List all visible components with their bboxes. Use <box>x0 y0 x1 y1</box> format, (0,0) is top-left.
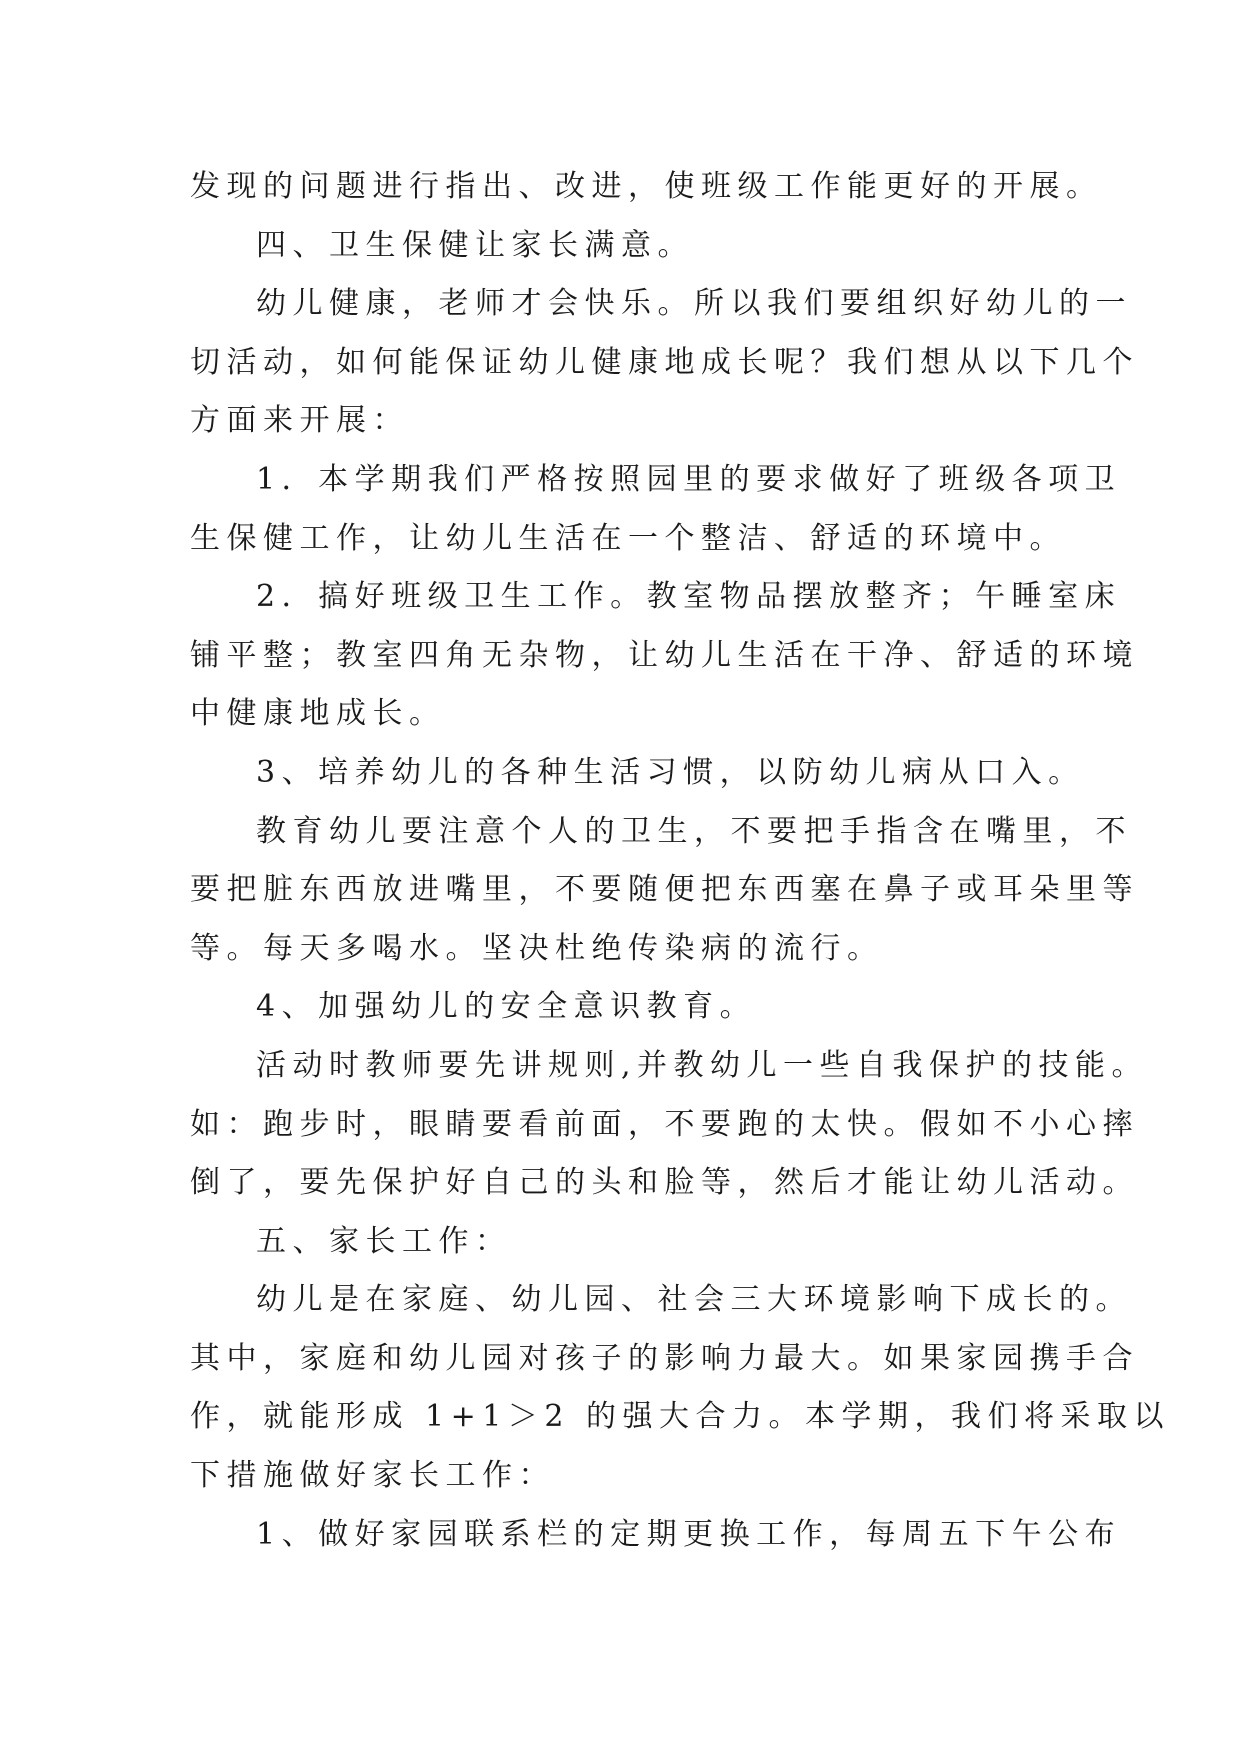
section-heading: 四、卫生保健让家长满意。 <box>256 227 694 263</box>
list-item: 3、培养幼儿的各种生活习惯，以防幼儿病从口入。 <box>256 754 1085 790</box>
text-line: 发现的问题进行指出、改进，使班级工作能更好的开展。 <box>190 169 1103 204</box>
text-line: 方面来开展： <box>190 403 409 439</box>
list-item: 1．本学期我们严格按照园里的要求做好了班级各项卫 <box>256 461 1122 497</box>
list-item: 1、做好家园联系栏的定期更换工作，每周五下午公布 <box>256 1516 1122 1552</box>
document-body <box>190 158 1170 1564</box>
text-line: 生保健工作，让幼儿生活在一个整洁、舒适的环境中。 <box>190 520 1066 556</box>
text-line: 下措施做好家长工作： <box>190 1458 555 1494</box>
text-line: 要把脏东西放进嘴里，不要随便把东西塞在鼻子或耳朵里等 <box>190 872 1139 908</box>
text-line: 幼儿是在家庭、幼儿园、社会三大环境影响下成长的。 <box>256 1282 1132 1318</box>
text-line: 中健康地成长。 <box>190 696 446 732</box>
list-item: 4、加强幼儿的安全意识教育。 <box>256 989 757 1025</box>
text-line: 铺平整；教室四角无杂物，让幼儿生活在干净、舒适的环境 <box>190 637 1139 673</box>
text-line: 教育幼儿要注意个人的卫生，不要把手指含在嘴里，不 <box>256 813 1132 849</box>
text-line: 其中，家庭和幼儿园对孩子的影响力最大。如果家园携手合 <box>190 1340 1139 1376</box>
text-line: 如：跑步时，眼睛要看前面，不要跑的太快。假如不小心摔 <box>190 1106 1139 1142</box>
text-line: 活动时教师要先讲规则,并教幼儿一些自我保护的技能。 <box>256 1047 1149 1083</box>
text-line: 幼儿健康，老师才会快乐。所以我们要组织好幼儿的一 <box>256 286 1132 322</box>
text-line: 作，就能形成 1+1＞2 的强大合力。本学期，我们将采取以 <box>190 1399 1170 1435</box>
text-line: 等。每天多喝水。坚决杜绝传染病的流行。 <box>190 930 884 966</box>
text-line: 倒了，要先保护好自己的头和脸等，然后才能让幼儿活动。 <box>190 1165 1139 1201</box>
text-line: 切活动，如何能保证幼儿健康地成长呢？我们想从以下几个 <box>190 344 1139 380</box>
list-item: 2．搞好班级卫生工作。教室物品摆放整齐；午睡室床 <box>256 579 1122 615</box>
section-heading: 五、家长工作： <box>256 1223 512 1259</box>
